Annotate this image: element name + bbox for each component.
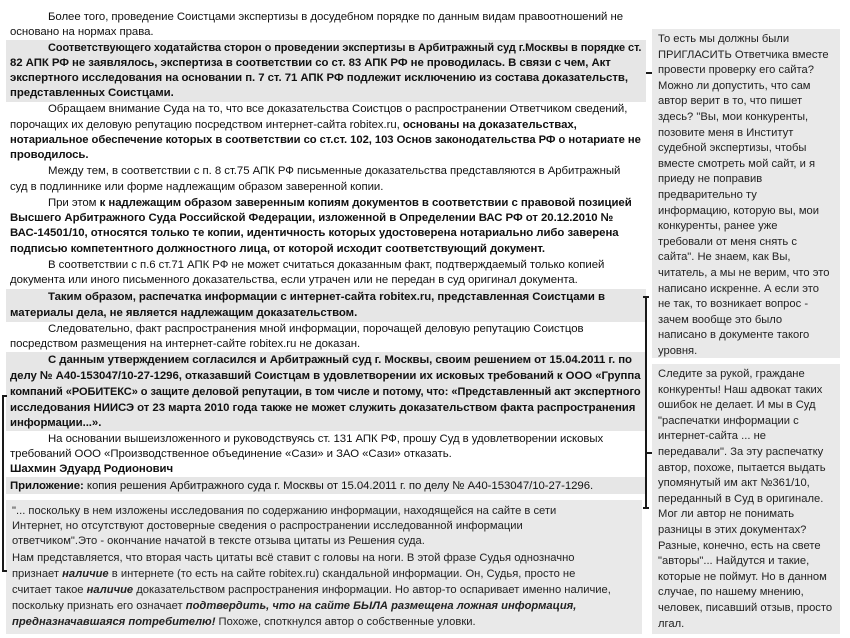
text-segment: На основании вышеизложенного и руководствуясь ст. 131 АПК РФ, прошу Суд в удовлетворении исковых: [48, 433, 604, 445]
text-segment: суд в подлиннике или форме надлежащим образом заверенной копии.: [10, 181, 384, 193]
bracket-right-top-tick: [643, 296, 649, 298]
text-segment: Похоже, споткнулся автор о собственные уловки.: [215, 616, 476, 628]
text-line: [10, 133, 641, 148]
bracket-left-vertical: [2, 395, 4, 571]
text-line: [10, 401, 635, 416]
emphasis-text: нотариальное обеспечение которых в соответствии со ст.ст. 102, 103 Основ законодательства РФ о нотариате не: [10, 134, 641, 146]
text-segment: порочащих их деловую репутацию посредством интернет-сайта robitex.ru,: [10, 119, 403, 131]
side-note-line: передавали". За эту распечатку: [658, 446, 824, 458]
emphasis-text: подтвердить, что на сайте БЫЛА размещена ложная информация,: [185, 600, 577, 612]
text-segment: Обращаем внимание Суда на то, что все доказательства Соистцов о распространении Ответчиком сведений,: [48, 103, 628, 115]
text-line: [10, 242, 545, 257]
side-note-line: предварительно ту: [658, 189, 757, 201]
text-segment: считает такое: [12, 584, 87, 596]
emphasis-text: 82 АПК РФ не заявлялось, экспертиза в соответствии со ст. 83 АПК РФ не проводилась. В связи с чем, Акт: [10, 57, 611, 69]
emphasis-text: Таким образом, распечатка информации с интернет-сайта robitex.ru, представленная Соистцами в: [48, 291, 605, 303]
side-note-line: судебной экспертизы, чтобы: [658, 142, 807, 155]
text-line: [10, 479, 593, 494]
emphasis-text: ВАС-14501/10, относятся только те копии, идентичность которых удостоверена нотариально либо заверена: [10, 227, 619, 239]
text-segment: Более того, проведение Соистцами экспертизы в досудебном порядке по данным видам правоотношений не: [48, 11, 623, 23]
text-line: [10, 462, 173, 477]
text-segment: Интернет, но отсутствуют достоверные сведения о распространении исследованной информации: [12, 520, 523, 532]
text-segment: ответчиком".Это - окончание начатой в тексте отзыва цитаты из Решения суда.: [12, 535, 425, 547]
emphasis-text: представленных Соистцами.: [10, 87, 174, 99]
text-line: [10, 385, 641, 400]
emphasis-text: С данным утверждением согласился и Арбитражный суд г. Москвы, своим решением от 15.04.2011 г. по: [48, 354, 632, 366]
side-note-line: зачем вообще это было: [658, 313, 783, 326]
text-line: [10, 447, 452, 462]
emphasis-text: Соответствующего ходатайства сторон о проведении экспертизы в Арбитражный суд г.Москвы в порядке ст.: [48, 42, 642, 54]
emphasis-text: Шахмин Эдуард Родионович: [10, 463, 174, 475]
side-note-line: приеду не поправив: [658, 173, 763, 186]
text-line: [48, 290, 605, 305]
side-note-line: автор, похоже, пытается выдать: [658, 461, 826, 474]
side-note-line: лгал.: [658, 617, 685, 630]
side-note-line: конкуренты, ранее уже: [658, 220, 778, 233]
text-segment: документа или иного письменного доказательства, если утрачен или не передан в суд оригинал документа.: [10, 274, 578, 286]
text-line: [12, 567, 575, 582]
text-line: [10, 118, 577, 133]
text-line: [12, 551, 574, 566]
side-note-line: То есть мы должны были: [658, 33, 790, 45]
text-segment: доказательством распространения информации. Но автор-то оспаривает именно наличие,: [133, 584, 611, 596]
side-note-line: человек, писавший отзыв, просто: [658, 602, 833, 614]
emphasis-text: материалы дела, не является надлежащим доказательством.: [10, 307, 358, 319]
text-segment: копия решения Арбитражного суда г. Москвы от 15.04.2011 г. по делу № А40-153047/10-27-1296.: [83, 480, 594, 492]
side-note-line: конкуренты! Наш адвокат таких: [658, 383, 823, 396]
text-line: [12, 534, 425, 549]
emphasis-text: исследования НИИСЭ от 23 марта 2010 года также не может служить доказательством факта распространения: [10, 402, 636, 414]
emphasis-text: основаны на доказательствах,: [402, 119, 577, 131]
text-segment: Между тем, в соответствии с п. 8 ст.75 АПК РФ письменные доказательства представляются в Арбитражный: [48, 165, 621, 177]
side-note-line: не так, то возникает вопрос -: [658, 298, 809, 311]
text-line: [10, 71, 628, 86]
text-segment: основано на нормах права.: [10, 26, 154, 38]
text-line: [12, 599, 576, 614]
text-segment: Следовательно, факт распространения мной информации, порочащей деловую репутацию Соистцов: [48, 323, 584, 335]
side-note-line: уровня.: [658, 345, 698, 357]
emphasis-text: предназначавшаяся потребителю!: [12, 616, 216, 628]
side-note-line: интернет-сайта ... не: [658, 430, 766, 443]
side-note-line: которые не поймут. Но в данном: [658, 570, 827, 583]
emphasis-text: компаний «РОБИТЕКС» о защите деловой репутации, в том числе и потому, что: «Представленный акт экспертного: [10, 386, 641, 398]
text-line: [48, 258, 604, 273]
text-line: [48, 10, 623, 25]
text-line: [10, 180, 383, 195]
side-note-line: разницы в этих документах?: [658, 524, 807, 536]
bracket-left-top-tick: [2, 395, 7, 397]
side-note-line: вместе смотреть мой сайт, и я: [658, 157, 816, 170]
text-segment: Нам представляется, что вторая часть цитаты всё ставит с головы на ноги. В этой фразе Судья однозначно: [12, 552, 575, 564]
text-line: [10, 226, 619, 241]
emphasis-text: Приложение:: [10, 480, 84, 492]
side-note-line: Можно ли допустить, что сам: [658, 79, 811, 92]
side-note-line: здесь? "Вы, мои конкуренты,: [658, 111, 809, 123]
emphasis-text: наличие: [62, 568, 109, 580]
text-line: [10, 211, 613, 226]
text-line: [48, 322, 583, 337]
text-line: [12, 583, 611, 598]
text-segment: в интернете (то есть на сайте robitex.ru) скандальной информации. Он, Судья, просто не: [108, 568, 576, 580]
text-line: [48, 432, 603, 447]
text-line: [10, 416, 101, 431]
text-line: [10, 306, 357, 321]
text-line: [12, 615, 476, 630]
side-note-line: Разные, конечно, есть на свете: [658, 539, 821, 552]
side-note-line: "распечатки информации с: [658, 414, 799, 427]
text-segment: признает: [12, 568, 63, 580]
text-line: [10, 337, 360, 352]
side-note-line: написано искренне. А если это: [658, 282, 819, 295]
side-note-line: Следите за рукой, граждане: [658, 368, 805, 380]
side-note-line: читатель, а мы не верим, что это: [658, 267, 830, 279]
side-note-line: информацию, которую вы, мои: [658, 204, 820, 217]
emphasis-text: к надлежащим образом заверенным копиям документов в соответствии с правовой позицией: [99, 197, 632, 209]
emphasis-text: экспертного исследования на основании п. 7 ст. 71 АПК РФ подлежит исключению из состава доказательств,: [10, 72, 628, 84]
side-note-line: требовали от меня снять с: [658, 235, 797, 248]
emphasis-text: Высшего Арбитражного Суда Российской Федерации, изложенной в Определении ВАС РФ от 20.12.2010 №: [10, 212, 614, 224]
text-line: [10, 148, 88, 163]
text-line: [10, 86, 174, 101]
side-note-line: упомянутый им акт №361/10,: [658, 477, 810, 490]
emphasis-text: наличие: [86, 584, 134, 596]
emphasis-text: проводилось.: [10, 149, 89, 161]
side-note-line: автор верит в то, что пишет: [658, 95, 803, 108]
emphasis-text: подписью компетентного должностного лица, от которой исходит соответствующий документ.: [10, 243, 545, 255]
side-note-line: позовите меня в Институт: [658, 126, 794, 139]
emphasis-text: делу № А40-153047/10-27-1296, отказавший Соистцам в удовлетворении их исковых требований к ООО «Группа: [10, 370, 641, 382]
side-note-line: переданный в Суд в оригинале.: [658, 492, 824, 505]
text-line: [10, 25, 154, 40]
text-segment: требований ООО «Производственное объединение «Сази» и ЗАО «Сази» отказать.: [10, 448, 452, 460]
text-segment: При этом: [48, 197, 100, 209]
text-line: [12, 519, 523, 534]
side-note-line: случае, по нашему мнению,: [658, 586, 804, 599]
text-line: [48, 102, 627, 117]
side-note-line: ПРИГЛАСИТЬ Ответчика вместе: [658, 48, 829, 61]
text-segment: посредством размещения на интернет-сайте robitex.ru не доказан.: [10, 338, 361, 350]
text-line: [48, 41, 641, 56]
text-segment: "... поскольку в нем изложены исследования по содержанию информации, находящейся на сайте в сети: [12, 505, 557, 517]
side-note-line: "авторы"... Найдутся и такие,: [658, 555, 810, 568]
text-segment: поскольку признать его означает: [12, 600, 186, 612]
emphasis-text: информации...».: [10, 417, 102, 429]
text-line: [48, 196, 632, 211]
side-note-line: сайта". Не знаем, как Вы,: [658, 251, 791, 264]
text-line: [10, 56, 611, 71]
bracket-left-bottom-tick: [2, 570, 7, 572]
text-line: [48, 164, 620, 179]
text-line: [12, 504, 556, 519]
side-note-line: написано в документе такого: [658, 329, 810, 342]
text-line: [10, 369, 640, 384]
text-segment: В соответствии с п.6 ст.71 АПК РФ не может считаться доказанным факт, подтверждаемый только копией: [48, 259, 605, 271]
bracket-right-vertical: [645, 296, 647, 508]
text-line: [10, 273, 578, 288]
side-note-line: ошибок не делает. И мы в Суд: [658, 399, 816, 412]
bracket-right-bottom-tick: [643, 507, 649, 509]
text-line: [48, 353, 632, 368]
side-note-line: Мог ли автор не понимать: [658, 508, 795, 521]
side-note-line: провести проверку его сайта?: [658, 64, 814, 77]
